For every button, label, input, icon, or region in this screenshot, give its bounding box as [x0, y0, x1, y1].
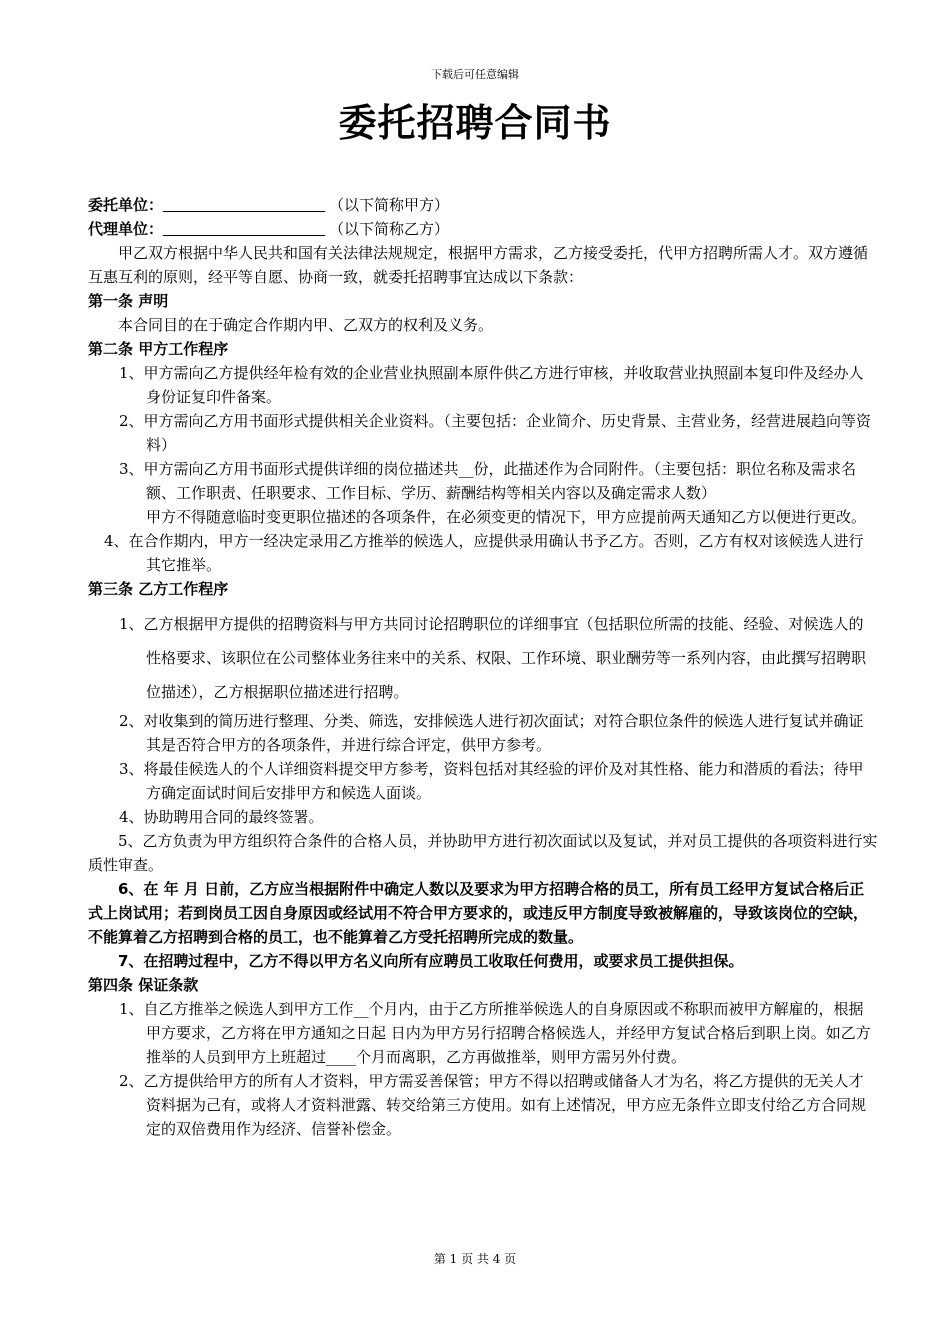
article-3-item-bold: 6、在 年 月 日前，乙方应当根据附件中确定人数以及要求为甲方招聘合格的员工，所有员工经甲方复试合格后正式上岗试用；若到岗员工因自身原因或经试用不符合甲方要求的，或违反甲方制度导致被解雇的，导致该岗位的空缺，不能算着乙方招聘到合格的员工，也不能算着乙方受托招聘所完成的数量。 — [88, 880, 869, 946]
party-a-line — [88, 193, 878, 217]
article-4-heading: 第四条 保证条款 — [88, 976, 199, 994]
article-2-item: 2、甲方需向乙方用书面形式提供相关企业资料。（主要包括：企业简介、历史背景、主营业务，经营进展趋向等资料） — [119, 412, 872, 454]
party-a-blank — [163, 195, 325, 212]
article-4-item: 1、自乙方推举之候选人到甲方工作__个月内，由于乙方所推举候选人的自身原因或不称职而被甲方解雇的，根据甲方要求，乙方将在甲方通知之日起 日内为甲方另行招聘合格候选人，并经甲方复试合格后到职上岗。如乙方推举的人员到甲方上班超过____个月而离职，乙方再做推举，则甲方需另外付费。 — [119, 1000, 871, 1066]
party-b-note: （以下简称乙方） — [329, 220, 450, 238]
article-3-item: 1、乙方根据甲方提供的招聘资料与甲方共同讨论招聘职位的详细事宜（包括职位所需的技能、经验、对候选人的性格要求、该职位在公司整体业务往来中的关系、权限、工作环境、职业酬劳等一系列内容，由此撰写招聘职位描述），乙方根据职位描述进行招聘。 — [119, 615, 867, 701]
article-3-item-bold: 7、在招聘过程中，乙方不得以甲方名义向所有应聘员工收取任何费用，或要求员工提供担保。 — [118, 952, 744, 970]
page-title: 委托招聘合同书 — [338, 101, 612, 145]
article-2-item: 4、在合作期内，甲方一经决定录用乙方推举的候选人，应提供录用确认书予乙方。否则，乙方有权对该候选人进行其它推举。 — [104, 532, 864, 574]
article-3-item: 3、将最佳候选人的个人详细资料提交甲方参考，资料包括对其经验的评价及对其性格、能力和潜质的看法；待甲方确定面试时间后安排甲方和候选人面谈。 — [119, 760, 864, 802]
intro-paragraph: 甲乙双方根据中华人民共和国有关法律法规规定，根据甲方需求，乙方接受委托，代甲方招聘所需人才。双方遵循互惠互利的原则，经平等自愿、协商一致，就委托招聘事宜达成以下条款： — [88, 244, 869, 286]
article-2-item: 3、甲方需向乙方用书面形式提供详细的岗位描述共__份，此描述作为合同附件。（主要包括：职位名称及需求名额、工作职责、任职要求、工作目标、学历、薪酬结构等相关内容以及确定需求人数） — [119, 460, 857, 502]
party-a-label: 委托单位： — [88, 196, 164, 214]
article-2-item: 1、甲方需向乙方提供经年检有效的企业营业执照副本原件供乙方进行审核，并收取营业执照副本复印件及经办人身份证复印件备案。 — [119, 364, 864, 406]
article-4-item: 2、乙方提供给甲方的所有人才资料，甲方需妥善保管；甲方不得以招聘或储备人才为名，将乙方提供的无关人才资料据为己有，或将人才资料泄露、转交给第三方使用。如有上述情况，甲方应无条件立即支付给乙方合同规定的双倍费用作为经济、信誉补偿金。 — [119, 1072, 867, 1138]
header-note: 下载后可任意编辑 — [431, 68, 519, 81]
party-b-line — [88, 217, 878, 241]
party-b-label: 代理单位： — [88, 220, 164, 238]
page-footer: 第 1 页 共 4 页 — [433, 1252, 517, 1266]
party-b-blank — [163, 219, 325, 236]
article-3-item: 2、对收集到的简历进行整理、分类、筛选，安排候选人进行初次面试；对符合职位条件的候选人进行复试并确证其是否符合甲方的各项条件，并进行综合评定，供甲方参考。 — [119, 712, 864, 754]
article-3-item: 5、乙方负责为甲方组织符合条件的合格人员，并协助甲方进行初次面试以及复试，并对员工提供的各项资料进行实质性审查。 — [88, 832, 878, 874]
article-1-heading: 第一条 声明 — [88, 292, 169, 310]
article-2-heading: 第二条 甲方工作程序 — [88, 340, 229, 358]
article-3-item: 4、协助聘用合同的最终签署。 — [119, 808, 324, 826]
article-2-sub-paragraph: 甲方不得随意临时变更职位描述的各项条件，在必须变更的情况下，甲方应提前两天通知乙方以便进行更改。 — [146, 508, 867, 526]
party-a-note: （以下简称甲方） — [329, 196, 450, 214]
article-3-heading: 第三条 乙方工作程序 — [88, 580, 229, 598]
contract-body — [88, 193, 878, 1141]
article-1-text: 本合同目的在于确定合作期内甲、乙双方的权利及义务。 — [118, 316, 494, 334]
